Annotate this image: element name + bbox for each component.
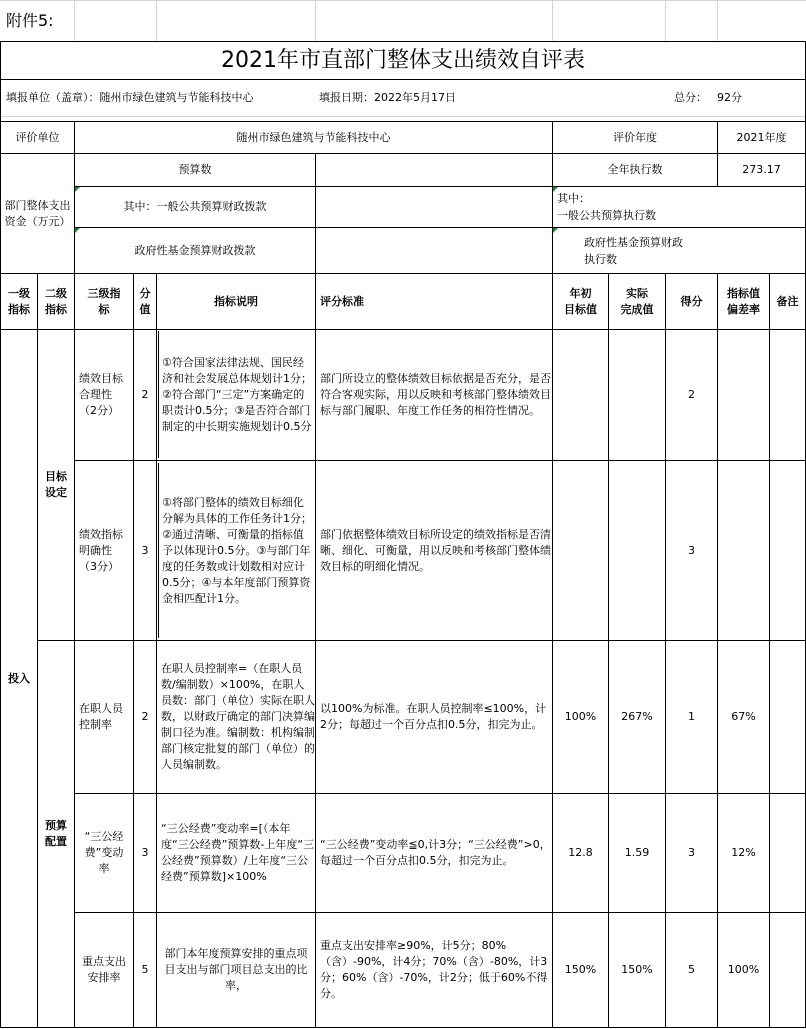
annual-exec-label: 全年执行数 xyxy=(607,163,663,176)
gov-fund-exec-label: 政府性基金预算财政 执行数 xyxy=(584,235,683,266)
filing-date: 填报日期：2022年5月17日 xyxy=(319,91,456,104)
row-target: 12.8 xyxy=(568,846,593,859)
header-actual: 实际 完成值 xyxy=(620,286,654,316)
row-desc: “三公经费”变动率=[（本年度“三公经费”预算数-上年度“三公经费”预算数）/上年度“三公经费”预算数]×100% xyxy=(161,822,315,883)
row-score: 2 xyxy=(141,710,149,723)
header-level1: 一级 指标 xyxy=(8,286,30,316)
row-got: 5 xyxy=(688,963,695,976)
row-desc: ①将部门整体的绩效目标细化分解为具体的工作任务计1分；②通过清晰、可衡量的指标值予以体现计0.5分。③与部门年度的任务数或计划数相对应计0.5分；④与本年度部门预算资金相匹配计1分。 xyxy=(162,495,312,605)
row-level3: 重点支出 安排率 xyxy=(82,955,126,984)
row-target xyxy=(553,330,608,460)
attachment-label: 附件5: xyxy=(6,11,54,30)
gov-fund-label: 政府性基金预算财政拨款 xyxy=(134,243,256,257)
total-score-value: 92分 xyxy=(717,91,742,104)
row-deviation: 67% xyxy=(731,710,756,723)
eval-year-value: 2021年度 xyxy=(736,130,787,144)
eval-unit-label: 评价单位 xyxy=(15,130,60,144)
group-level1-input: 投入 xyxy=(8,671,30,685)
row-target: 100% xyxy=(564,710,597,723)
funds-label: 部门整体支出资金（万元） xyxy=(4,198,71,228)
row-score: 3 xyxy=(141,543,149,557)
row-note xyxy=(770,461,805,640)
header-criteria: 评分标准 xyxy=(320,294,364,308)
budget-label: 预算数 xyxy=(178,163,212,176)
page-title: 2021年市直部门整体支出绩效自评表 xyxy=(221,47,585,73)
header-note: 备注 xyxy=(776,294,799,308)
row-note xyxy=(770,913,805,1027)
row-deviation: 100% xyxy=(727,963,760,976)
header-level2: 二级 指标 xyxy=(45,286,67,316)
filing-unit: 填报单位（盖章）：随州市绿色建筑与节能科技中心 xyxy=(6,91,254,104)
annual-exec-value: 273.17 xyxy=(742,163,781,176)
row-deviation xyxy=(718,461,769,640)
row-actual: 150% xyxy=(621,963,653,976)
row-criteria: “三公经费”变动率≦0,计3分；“三公经费”>0，每超过一个百分点扣0.5分，扣完为止。 xyxy=(320,838,551,867)
row-note xyxy=(770,330,805,460)
row-criteria: 重点支出安排率≥90%，计5分；80%（含）-90%，计4分；70%（含）-80%，计3分；60%（含）-70%，计2分；低于60%不得分。 xyxy=(320,939,548,1000)
row-got: 1 xyxy=(688,710,695,723)
row-actual xyxy=(609,330,665,460)
header-deviation: 指标值 偏差率 xyxy=(727,286,760,316)
row-target: 150% xyxy=(564,963,597,976)
row-criteria: 以100%为标准。在职人员控制率≤100%，计2分；每超过一个百分点扣0.5分，扣完为止。 xyxy=(320,702,547,731)
group-target-setting: 目标 设定 xyxy=(45,470,67,499)
row-level3: 在职人员 控制率 xyxy=(79,702,123,731)
header-target: 年初 目标值 xyxy=(564,286,597,316)
row-level3: 绩效指标 明确性 （3分） xyxy=(79,527,123,573)
row-desc: ①符合国家法律法规、国民经济和社会发展总体规划计1分；②符合部门“三定”方案确定的职责计0.5分；③是否符合部门制定的中长期实施规划计0.5分 xyxy=(162,356,312,433)
row-criteria: 部门依据整体绩效目标所设定的绩效指标是否清晰、细化、可衡量，用以反映和考核部门整体绩效目标的明细化情况。 xyxy=(320,527,551,573)
general-exec-label: 其中： 一般公共预算执行数 xyxy=(557,192,656,222)
row-got: 3 xyxy=(688,846,695,859)
row-got: 3 xyxy=(688,543,695,557)
row-score: 5 xyxy=(141,963,149,976)
row-desc: 部门本年度预算安排的重点项目支出与部门项目总支出的比率， xyxy=(164,947,308,992)
group-budget-config: 预算 配置 xyxy=(45,819,67,848)
header-got: 得分 xyxy=(680,294,703,308)
general-budget-label: 其中：一般公共预算财政拨款 xyxy=(123,200,267,213)
row-actual: 1.59 xyxy=(624,846,650,859)
header-level3: 三级指 标 xyxy=(87,286,121,316)
eval-unit-value: 随州市绿色建筑与节能科技中心 xyxy=(236,130,391,144)
row-deviation xyxy=(718,330,769,460)
row-criteria: 部门所设立的整体绩效目标依据是否充分，是否符合客观实际，用以反映和考核部门整体绩效目标与部门履职、年度工作任务的相符性情况。 xyxy=(320,372,551,417)
row-target xyxy=(553,461,608,640)
header-desc: 指标说明 xyxy=(214,294,258,308)
row-actual: 267% xyxy=(621,710,653,723)
row-score: 2 xyxy=(141,388,149,401)
row-actual xyxy=(609,461,665,640)
header-score: 分 值 xyxy=(139,286,151,316)
row-level3: “三公经 费”变动 率 xyxy=(84,830,124,875)
eval-year-label: 评价年度 xyxy=(613,130,657,144)
total-score-label: 总分： xyxy=(674,91,707,104)
row-score: 3 xyxy=(141,846,149,859)
row-note xyxy=(770,641,805,793)
row-deviation: 12% xyxy=(731,846,756,859)
row-note xyxy=(770,794,805,912)
row-got: 2 xyxy=(688,388,695,401)
row-desc: 在职人员控制率=（在职人员数/编制数）×100%，在职人员数：部门（单位）实际在职人数，以财政厅确定的部门决算编制口径为准。编制数：机构编制部门核定批复的部门（单位）的人员编制数。 xyxy=(161,662,315,771)
row-level3: 绩效目标 合理性 （2分） xyxy=(79,372,123,417)
